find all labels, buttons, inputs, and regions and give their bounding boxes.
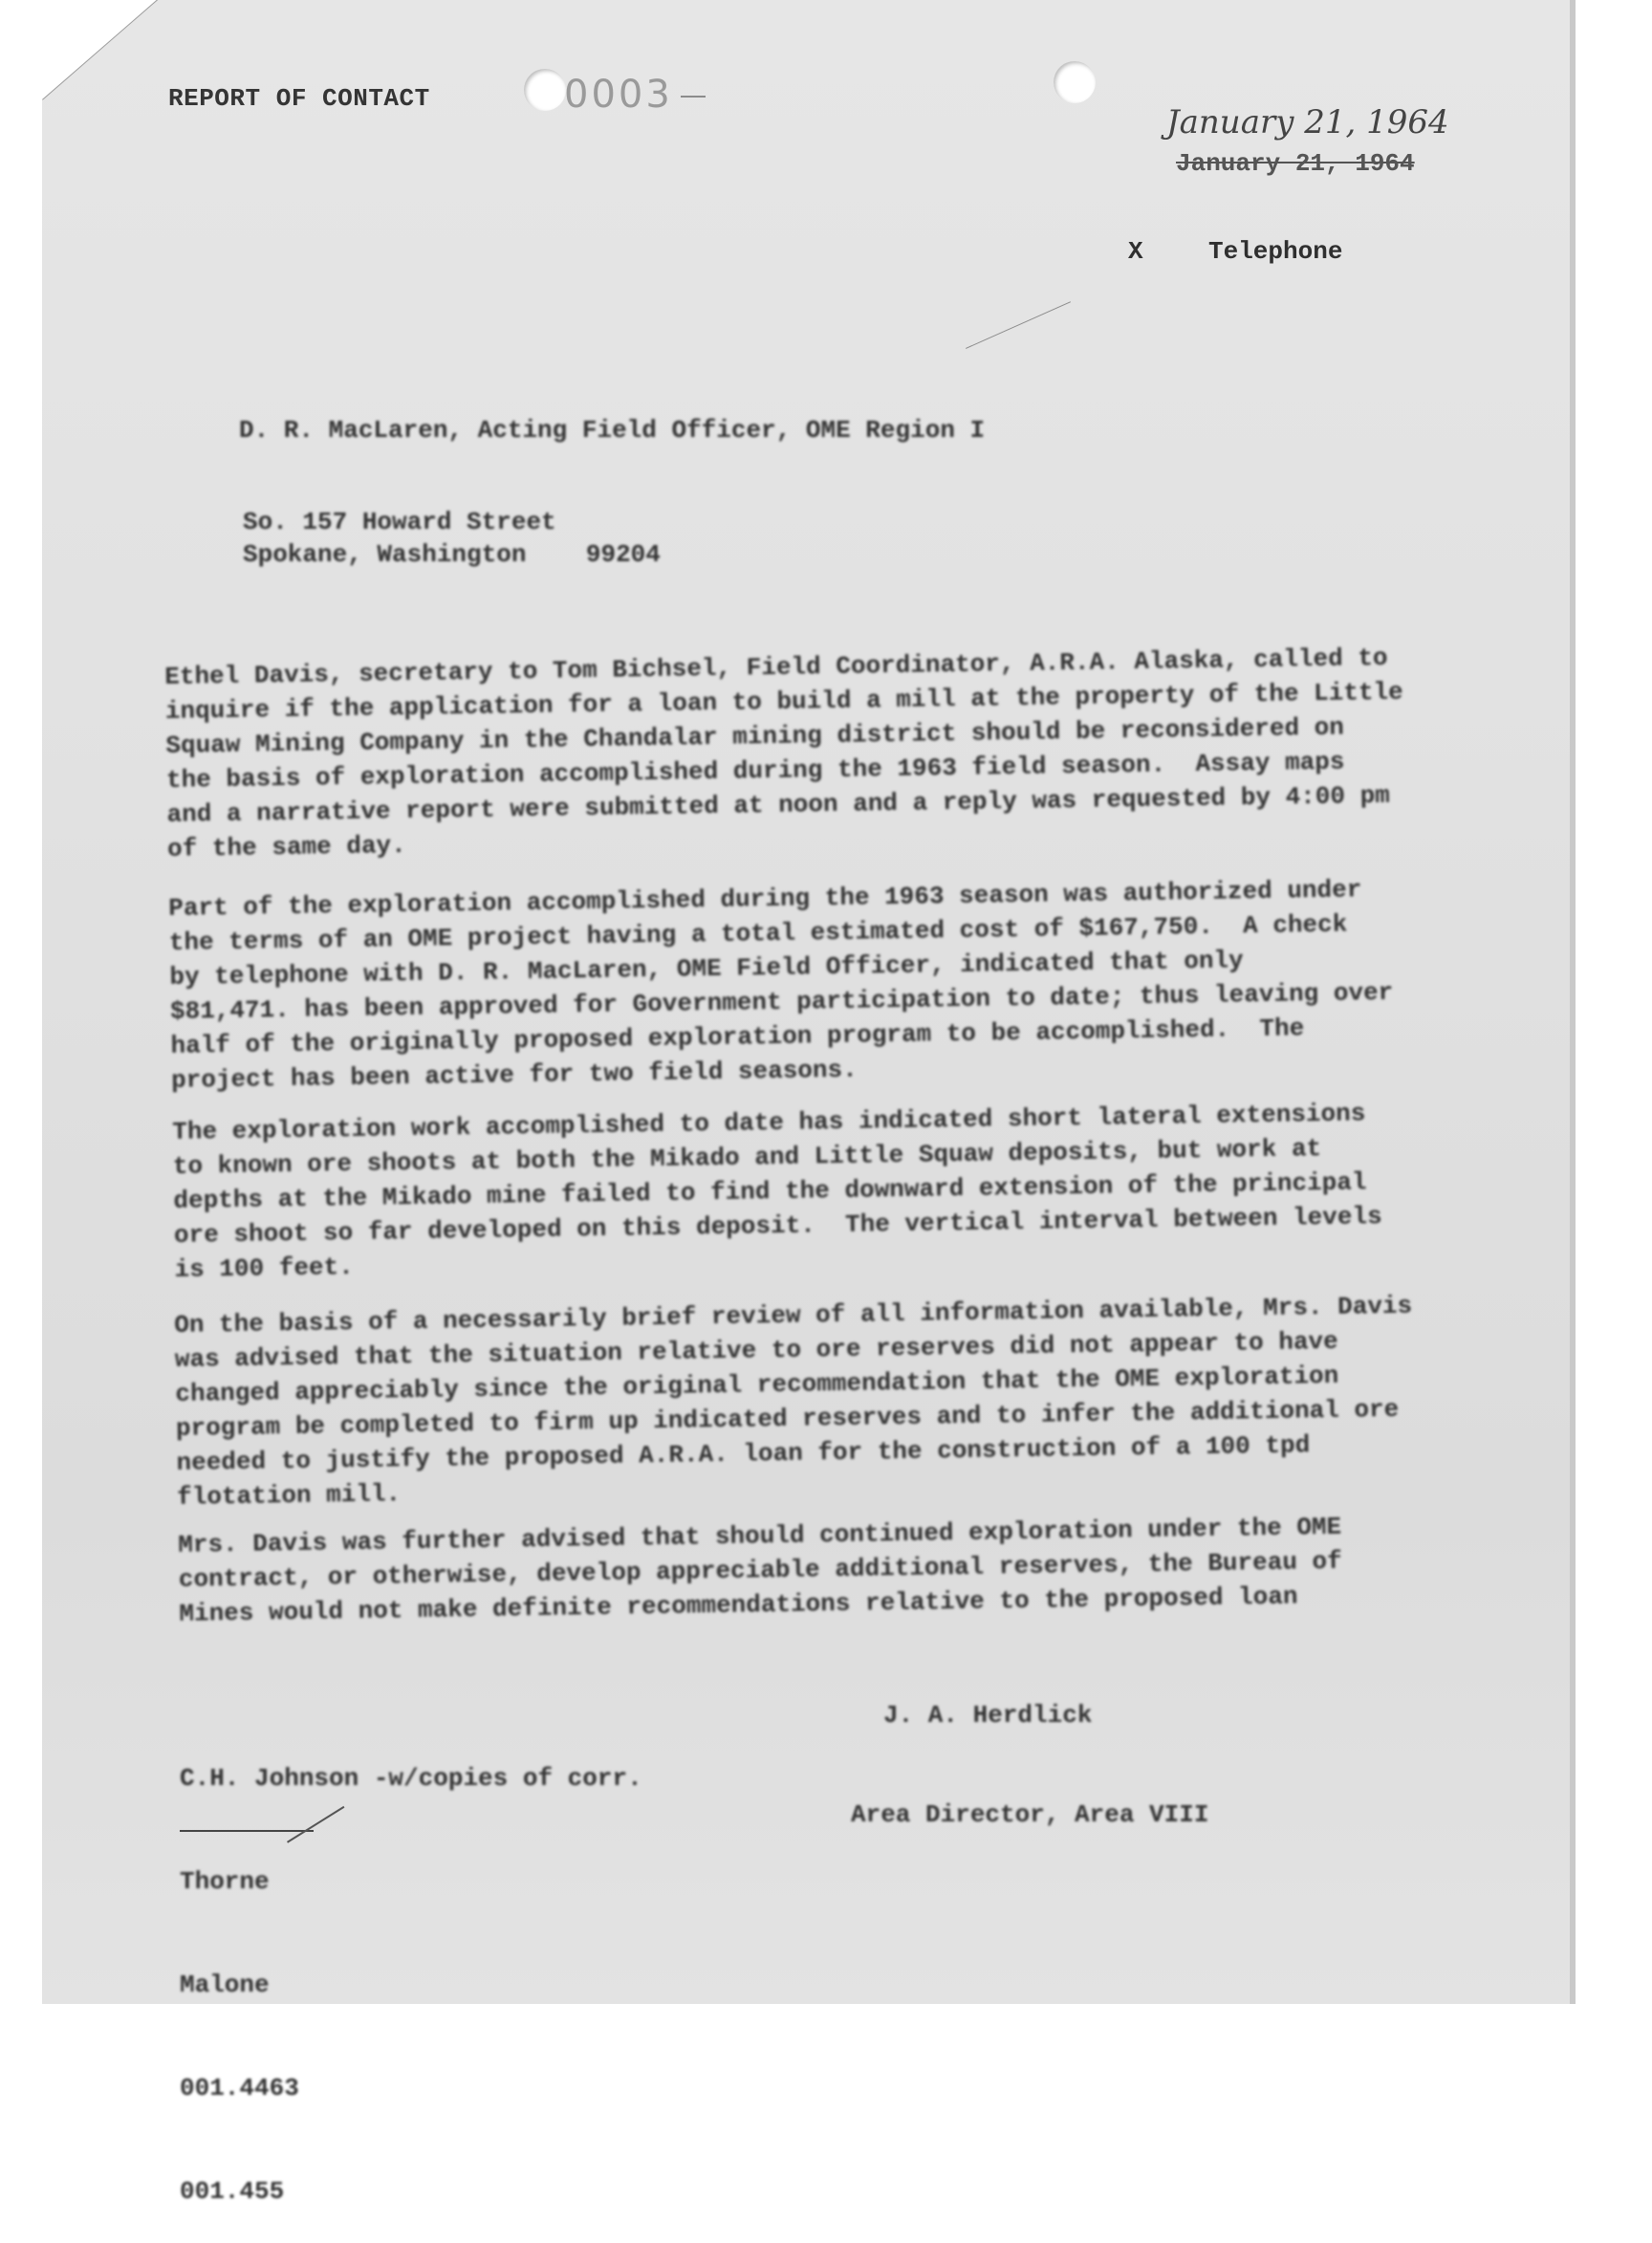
stamp-number: 0003 bbox=[564, 73, 673, 117]
contact-mark: X bbox=[1128, 237, 1143, 266]
paragraph-line: of the same day. bbox=[166, 831, 406, 863]
recipient-address-line-2: Spokane, Washington 99204 bbox=[243, 540, 661, 569]
date-handwritten: January 21, 1964 bbox=[1166, 103, 1449, 142]
paragraph-line: program be completed to firm up indicated reserves and to infer the additional ore bbox=[175, 1394, 1400, 1443]
paragraph-line: is 100 feet. bbox=[174, 1252, 354, 1284]
signer-name: J. A. Herdlick bbox=[883, 1701, 1093, 1730]
paragraph-line: flotation mill. bbox=[176, 1479, 402, 1512]
paragraph-line: depths at the Mikado mine failed to find the downward extension of the principal bbox=[173, 1167, 1367, 1215]
punch-hole-right bbox=[1054, 61, 1096, 103]
paragraph-line: $81,471. has been approved for Government participation to date; thus leaving over bbox=[169, 977, 1394, 1026]
stamp-dash bbox=[681, 96, 706, 98]
paragraph-line: Part of the exploration accomplished during the 1963 season was authorized under bbox=[168, 875, 1362, 923]
paragraph-line: the basis of exploration accomplished during the 1963 field season. Assay maps bbox=[165, 747, 1345, 795]
paragraph-line: Mrs. Davis was further advised that should continued exploration under the OME bbox=[178, 1512, 1342, 1559]
paragraph-line: Squaw Mining Company in the Chandalar mining district should be reconsidered on bbox=[165, 712, 1345, 760]
body-paragraph-1 bbox=[164, 639, 1496, 866]
distribution-line: Malone bbox=[180, 1971, 270, 1999]
paragraph-line: to known ore shoots at both the Mikado and Little Squaw deposits, but work at bbox=[172, 1134, 1322, 1181]
paragraph-line: inquire if the application for a loan to build a mill at the property of the Little bbox=[164, 677, 1403, 726]
paragraph-line: the terms of an OME project having a total estimated cost of $167,750. A check bbox=[168, 909, 1348, 957]
contact-type: Telephone bbox=[1208, 237, 1343, 266]
distribution-line: Thorne bbox=[180, 1867, 270, 1896]
paragraph-line: half of the originally proposed exploration program to be accomplished. The bbox=[170, 1013, 1305, 1060]
paragraph-line: The exploration work accomplished to date has indicated short lateral extensions bbox=[172, 1099, 1366, 1146]
body-paragraph-3 bbox=[172, 1094, 1504, 1287]
distribution-line: 001.4463 bbox=[180, 2074, 299, 2102]
signer-title: Area Director, Area VIII bbox=[851, 1800, 1209, 1829]
paragraph-line: by telephone with D. R. MacLaren, OME Field Officer, indicated that only bbox=[169, 946, 1244, 991]
recipient-address-line-1: So. 157 Howard Street bbox=[243, 508, 556, 536]
body-paragraph-2 bbox=[168, 870, 1500, 1098]
distribution-list bbox=[180, 1692, 642, 2243]
file-code-underline bbox=[180, 1830, 314, 1832]
punch-hole-left bbox=[524, 69, 566, 111]
paragraph-line: was advised that the situation relative to ore reserves did not appear to have bbox=[174, 1326, 1338, 1374]
distribution-line: 001.455 bbox=[180, 2177, 285, 2206]
body-paragraph-4 bbox=[174, 1287, 1506, 1514]
paragraph-line: contract, or otherwise, develop appreciable additional reserves, the Bureau of bbox=[178, 1546, 1342, 1594]
report-title: REPORT OF CONTACT bbox=[168, 84, 430, 113]
paragraph-line: needed to justify the proposed A.R.A. loan for the construction of a 100 tpd bbox=[176, 1430, 1311, 1477]
paragraph-line: ore shoot so far developed on this deposit. The vertical interval between levels bbox=[173, 1202, 1382, 1250]
paragraph-line: Ethel Davis, secretary to Tom Bichsel, Field Coordinator, A.R.A. Alaska, called to bbox=[164, 642, 1388, 691]
paragraph-line: project has been active for two field seasons. bbox=[170, 1055, 858, 1095]
paragraph-line: Mines would not make definite recommendations relative to the proposed loan bbox=[179, 1581, 1298, 1628]
paragraph-line: and a narrative report were submitted at noon and a reply was requested by 4:00 pm bbox=[166, 780, 1391, 829]
recipient-name-line: D. R. MacLaren, Acting Field Officer, OME Region I bbox=[239, 416, 986, 445]
body-paragraph-5 bbox=[178, 1507, 1509, 1631]
paragraph-line: On the basis of a necessarily brief review of all information available, Mrs. Davis bbox=[174, 1291, 1413, 1339]
distribution-line: C.H. Johnson -w/copies of corr. bbox=[180, 1764, 642, 1793]
paragraph-line: changed appreciably since the original recommendation that the OME exploration bbox=[175, 1361, 1339, 1408]
date-typed-struck: January 21, 1964 bbox=[1176, 149, 1415, 178]
